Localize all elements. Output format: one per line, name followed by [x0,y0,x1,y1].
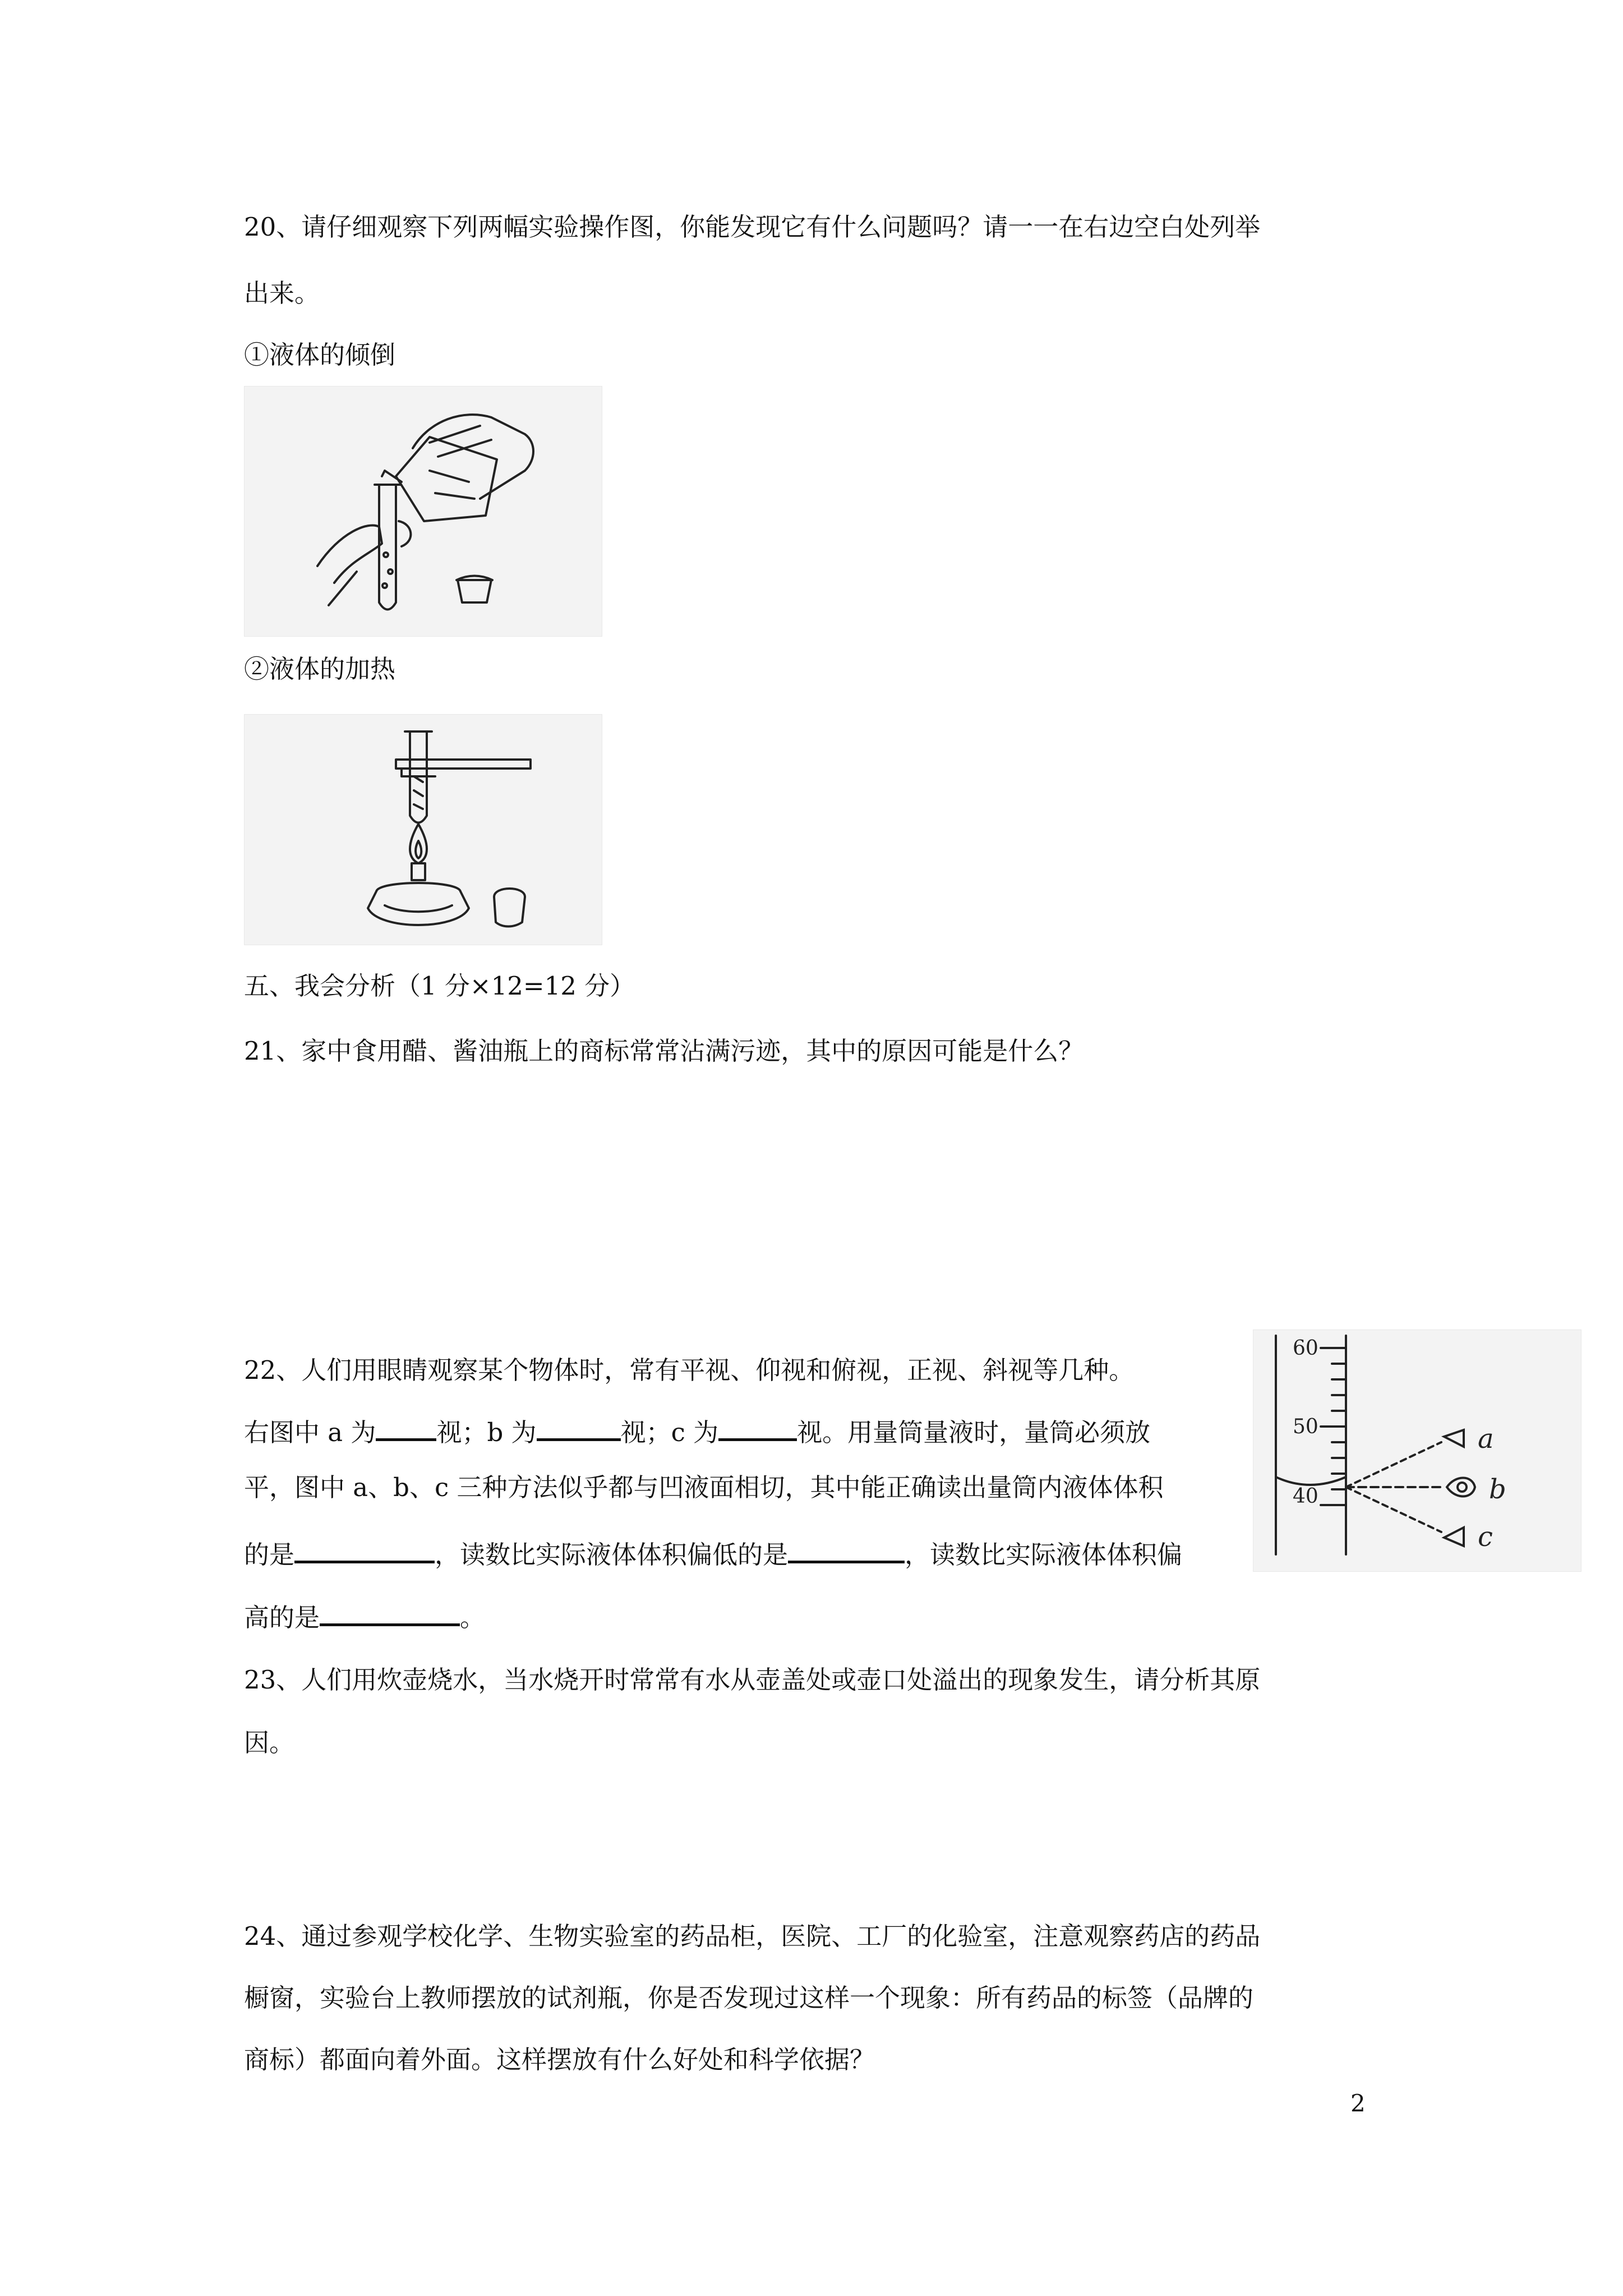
pouring-illustration [245,386,602,636]
q20-item-pouring-label: ①液体的倾倒 [244,340,396,370]
q24-line-1: 24、通过参观学校化学、生物实验室的药品柜，医院、工厂的化验室，注意观察药店的药品 [244,1921,1261,1951]
q24-line-3: 商标）都面向着外面。这样摆放有什么好处和科学依据？ [244,2045,875,2074]
q22-line-3: 平，图中 a、b、c 三种方法似乎都与凹液面相切，其中能正确读出量筒内液体体积 [244,1473,1164,1502]
q22-line-4-part-c: ，读数比实际液体体积偏 [905,1540,1183,1570]
blank-a-view[interactable] [376,1414,436,1441]
heating-illustration [245,715,602,945]
blank-high-reading[interactable] [320,1599,460,1626]
cylinder-reading-illustration [1253,1330,1581,1571]
liquid-pouring-figure [244,386,602,637]
eye-label-c: c [1478,1521,1493,1553]
tick-label-40: 40 [1293,1485,1318,1508]
q23-line-1: 23、人们用炊壶烧水，当水烧开时常常有水从壶盖处或壶口处溢出的现象发生，请分析其原 [244,1665,1261,1695]
q22-line-2-part-b: 视；b 为 [436,1418,537,1447]
blank-c-view[interactable] [718,1414,797,1441]
q22-line-2-part-c: 视；c 为 [620,1418,719,1447]
q20-line-2: 出来。 [244,278,320,308]
tick-label-50: 50 [1293,1415,1318,1438]
q22-line-2-part-d: 视。用量筒量液时，量筒必须放 [797,1418,1151,1447]
eye-label-a: a [1478,1423,1494,1455]
q22-line-4 [244,1536,1182,1572]
q22-line-1: 22、人们用眼睛观察某个物体时，常有平视、仰视和俯视，正视、斜视等几种。 [244,1355,1135,1385]
q23-line-2: 因。 [244,1728,295,1757]
q22-line-5 [244,1599,485,1635]
q22-line-2-part-a: 右图中 a 为 [244,1418,376,1447]
blank-low-reading[interactable] [788,1536,905,1563]
q21-text: 21、家中食用醋、酱油瓶上的商标常常沾满污迹，其中的原因可能是什么？ [244,1036,1084,1066]
q22-line-5-part-a: 高的是 [244,1603,320,1632]
section-5-heading: 五、我会分析（1 分×12=12 分） [244,971,635,1001]
page-number: 2 [1350,2090,1366,2117]
q20-line-1: 20、请仔细观察下列两幅实验操作图，你能发现它有什么问题吗？请一一在右边空白处列举 [244,212,1261,242]
q24-line-2: 橱窗，实验台上教师摆放的试剂瓶，你是否发现过这样一个现象：所有药品的标签（品牌的 [244,1983,1254,2013]
liquid-heating-figure [244,714,602,945]
q22-line-4-part-b: ，读数比实际液体体积偏低的是 [435,1540,789,1570]
eye-label-b: b [1489,1474,1506,1505]
graduated-cylinder-figure [1253,1329,1581,1572]
q22-line-4-part-a: 的是 [244,1540,295,1570]
tick-label-60: 60 [1293,1337,1318,1360]
blank-b-view[interactable] [537,1414,621,1441]
blank-correct-reading[interactable] [294,1536,435,1563]
q22-line-2 [244,1414,1150,1450]
q22-line-5-part-b: 。 [460,1603,486,1632]
q20-item-heating-label: ②液体的加热 [244,654,396,684]
